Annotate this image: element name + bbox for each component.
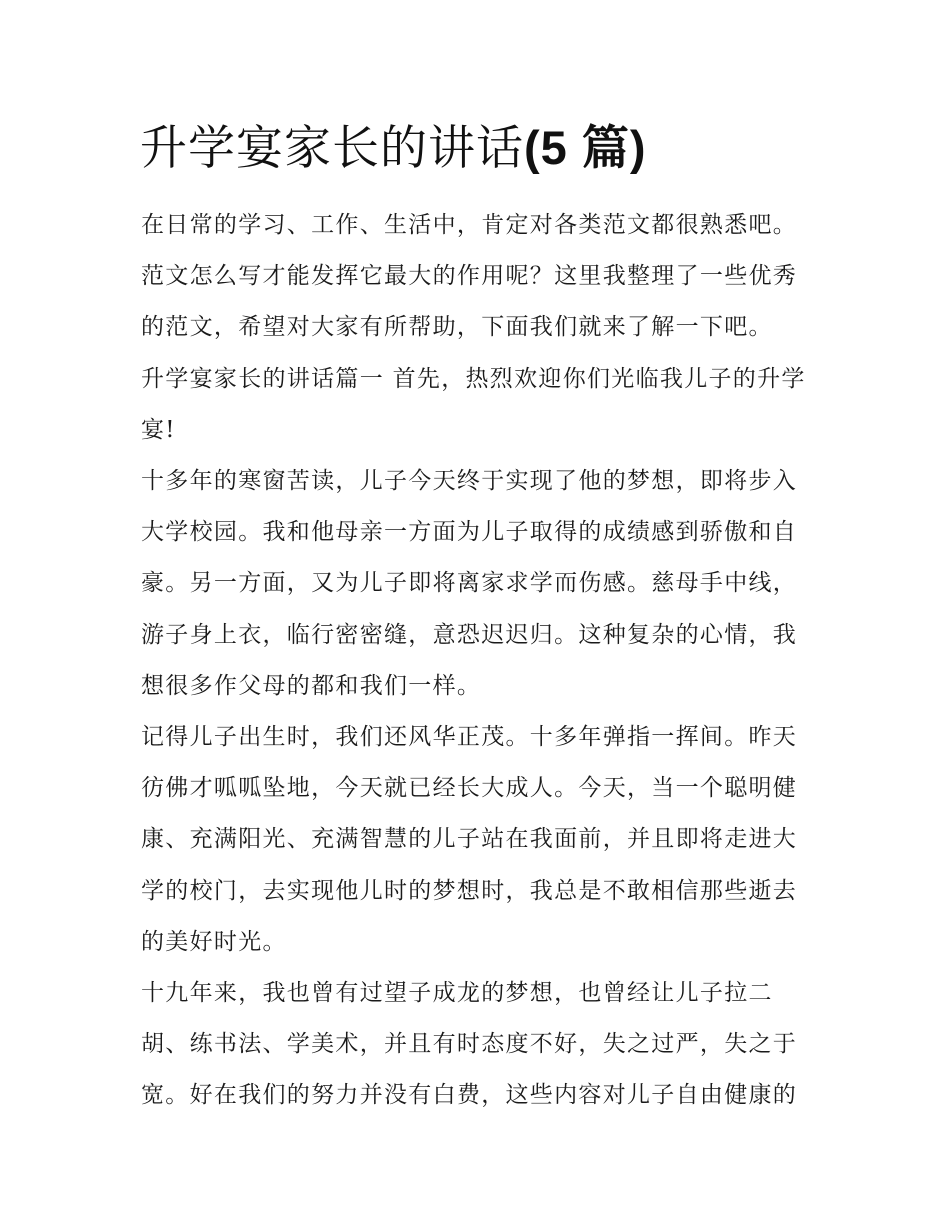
title-count: (5 篇) [524, 121, 647, 174]
body-paragraph: 记得儿子出生时，我们还风华正茂。十多年弹指一挥间。昨天彷佛才呱呱坠地，今天就已经长大成人。今天，当一个聪明健康、充满阳光、充满智慧的儿子站在我面前，并且即将走进大学的校门，去实现他儿时的梦想时，我总是不敢相信那些逝去的美好时光。 [141, 724, 798, 955]
intro-paragraph: 在日常的学习、工作、生活中，肯定对各类范文都很熟悉吧。范文怎么写才能发挥它最大的作用呢？这里我整理了一些优秀的范文，希望对大家有所帮助，下面我们就来了解一下吧。 [141, 212, 798, 341]
document-title [140, 118, 647, 179]
body-paragraph: 十多年的寒窗苦读，儿子今天终于实现了他的梦想，即将步入大学校园。我和他母亲一方面为儿子取得的成绩感到骄傲和自豪。另一方面，又为儿子即将离家求学而伤感。慈母手中线，游子身上衣，临行密密缝，意恐迟迟归。这种复杂的心情，我想很多作父母的都和我们一样。 [141, 468, 798, 699]
body-paragraph: 十九年来，我也曾有过望子成龙的梦想，也曾经让儿子拉二胡、练书法、学美术，并且有时态度不好，失之过严，失之于宽。好在我们的努力并没有白费，这些内容对儿子自由健康的 [141, 980, 798, 1109]
section-one-opening: 升学宴家长的讲话篇一 首先，热烈欢迎你们光临我儿子的升学宴! [141, 365, 806, 443]
title-text: 升学宴家长的讲话 [140, 121, 524, 176]
document-body [141, 200, 813, 1122]
